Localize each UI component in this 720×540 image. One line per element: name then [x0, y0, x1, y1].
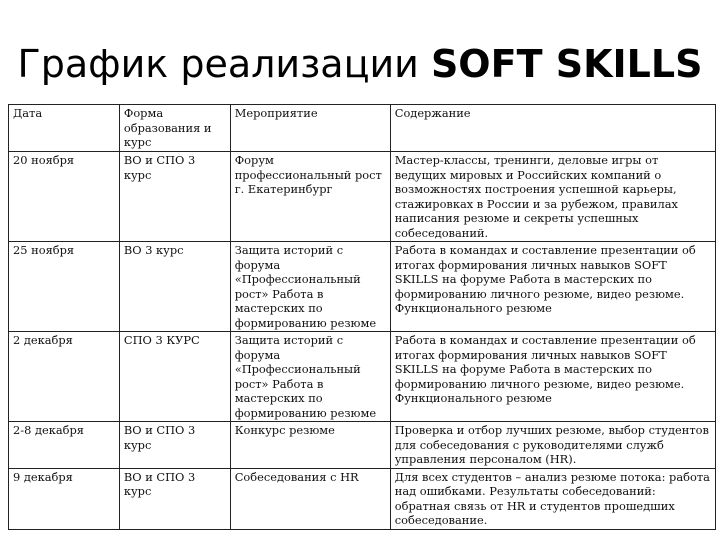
cell-course: СПО 3 КУРС: [119, 332, 230, 422]
cell-date: 25 ноября: [9, 242, 120, 332]
table-row: [9, 422, 716, 469]
header-content: Содержание: [390, 105, 715, 152]
table-row: [9, 468, 716, 529]
cell-content: Проверка и отбор лучших резюме, выбор студентов для собеседования с руководителями служб управления персоналом (HR).: [390, 422, 715, 469]
cell-event: Форум профессиональный рост г. Екатеринбург: [230, 152, 390, 242]
cell-date: 9 декабря: [9, 468, 120, 529]
cell-event: Защита историй с форума «Профессиональный рост» Работа в мастерских по формированию резюме: [230, 332, 390, 422]
cell-date: 2 декабря: [9, 332, 120, 422]
slide-title: [0, 42, 720, 86]
table-row: [9, 242, 716, 332]
cell-date: 20 ноября: [9, 152, 120, 242]
cell-course: ВО и СПО 3 курс: [119, 422, 230, 469]
cell-course: ВО и СПО 3 курс: [119, 468, 230, 529]
schedule-table: [8, 104, 716, 530]
slide-title-bold: SOFT SKILLS: [430, 42, 703, 86]
table-row: [9, 152, 716, 242]
cell-content: Мастер-классы, тренинги, деловые игры от ведущих мировых и Российских компаний о возможностях построения успешной карьеры, стажировках в России и за рубежом, правилах написания резюме и секреты успешных собеседований.: [390, 152, 715, 242]
header-course: Форма образования и курс: [119, 105, 230, 152]
cell-content: Работа в командах и составление презентации об итогах формирования личных навыков SOFT SKILLS на форуме Работа в мастерских по формированию личного резюме, видео резюме. Функционального резюме: [390, 332, 715, 422]
cell-date: 2-8 декабря: [9, 422, 120, 469]
cell-course: ВО и СПО 3 курс: [119, 152, 230, 242]
cell-content: Для всех студентов – анализ резюме потока: работа над ошибками. Результаты собеседований: обратная связь от HR и студентов прошедших собеседование.: [390, 468, 715, 529]
header-date: Дата: [9, 105, 120, 152]
table-row: [9, 332, 716, 422]
slide-title-text: График реализации: [17, 42, 431, 86]
cell-event: Конкурс резюме: [230, 422, 390, 469]
cell-content: Работа в командах и составление презентации об итогах формирования личных навыков SOFT SKILLS на форуме Работа в мастерских по формированию личного резюме, видео резюме. Функционального резюме: [390, 242, 715, 332]
cell-event: Собеседования с HR: [230, 468, 390, 529]
cell-course: ВО 3 курс: [119, 242, 230, 332]
table-header-row: [9, 105, 716, 152]
header-event: Мероприятие: [230, 105, 390, 152]
cell-event: Защита историй с форума «Профессиональный рост» Работа в мастерских по формированию резюме: [230, 242, 390, 332]
